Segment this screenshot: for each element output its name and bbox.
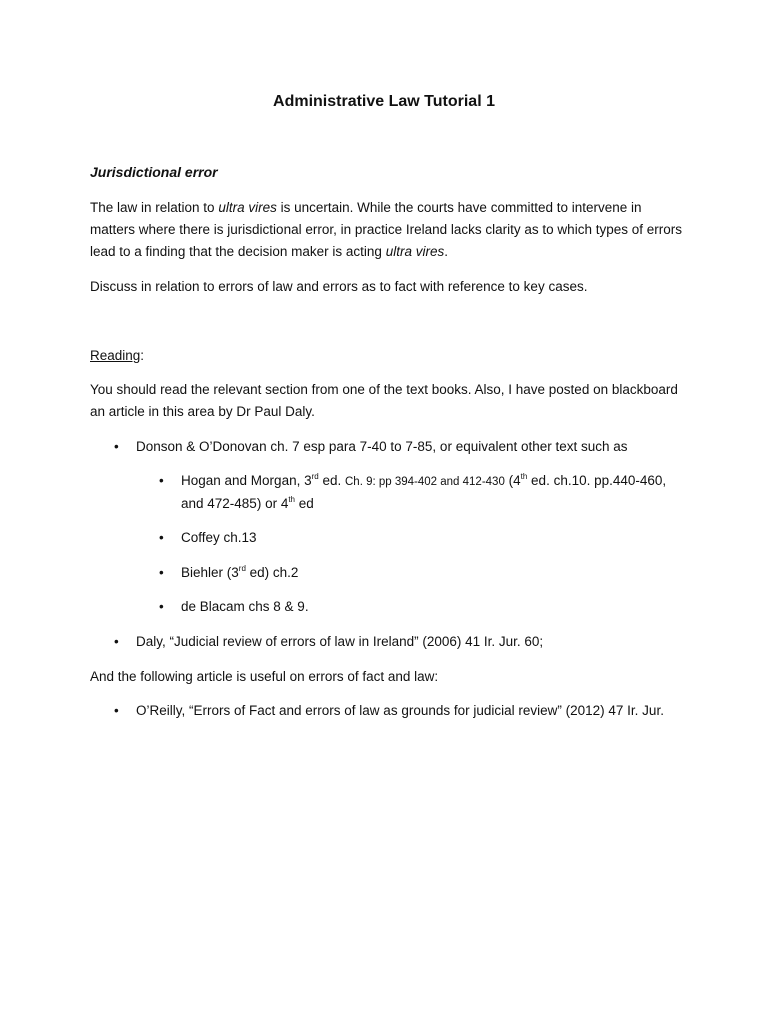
bullet-icon: • [159, 530, 164, 545]
list-item-oreilly [114, 700, 696, 722]
intro-text-1: The law in relation to [90, 200, 219, 215]
intro-paragraph [90, 197, 690, 263]
document-title: Administrative Law Tutorial 1 [273, 93, 495, 110]
hogan-sup-1: rd [311, 472, 319, 481]
hogan-text-a: Hogan and Morgan, 3 [181, 473, 312, 488]
intro-emphasis-1: ultra vires [218, 200, 277, 215]
list-item-coffey [159, 527, 671, 549]
bullet-icon: • [159, 565, 164, 580]
biehler-sup: rd [238, 564, 246, 573]
hogan-text-b: ed. [318, 473, 345, 488]
hogan-text-c: Ch. 9: pp 394-402 and 412-430 [345, 476, 505, 488]
intro-text-2: is uncertain. While the courts have committed to intervene in matters where there is jurisdictional error, in practice Ireland lacks clarity as to which types of errors lead to a finding that the decision maker is acting [90, 200, 682, 259]
biehler-text-a: Biehler (3 [181, 565, 239, 580]
bullet-icon: • [114, 439, 119, 454]
list-item-text: Coffey ch.13 [181, 530, 257, 545]
bullet-icon: • [159, 473, 164, 488]
list-item-text: de Blacam chs 8 & 9. [181, 599, 309, 614]
list-item-text: Donson & O’Donovan ch. 7 esp para 7-40 to 7-85, or equivalent other text such as [136, 439, 628, 454]
hogan-text-e: ed. ch.10. pp.440-460, and 472-485) or 4 [181, 473, 667, 511]
list-item-biehler [159, 562, 671, 584]
list-item-de-blacam [159, 596, 671, 618]
reading-heading [90, 345, 690, 367]
discuss-paragraph: Discuss in relation to errors of law and errors as to fact with reference to key cases. [90, 279, 588, 294]
biehler-text-b: ed) ch.2 [245, 565, 299, 580]
list-item-donson [114, 436, 696, 458]
hogan-text-d: (4 [504, 473, 521, 488]
reading-colon: : [140, 348, 145, 363]
intro-text-3: . [444, 244, 448, 259]
hogan-sup-2: th [520, 472, 528, 481]
intro-emphasis-2: ultra vires [385, 244, 445, 259]
bullet-icon: • [159, 599, 164, 614]
list-item-hogan [159, 470, 671, 515]
hogan-text-f: ed [295, 496, 314, 511]
following-paragraph: And the following article is useful on errors of fact and law: [90, 669, 439, 684]
list-item-text: Daly, “Judicial review of errors of law in Ireland” (2006) 41 Ir. Jur. 60; [136, 634, 544, 649]
reading-label: Reading [90, 348, 141, 363]
section-heading: Jurisdictional error [90, 164, 218, 180]
reading-paragraph: You should read the relevant section from one of the text books. Also, I have posted on blackboard an article in this area by Dr Paul Daly. [90, 382, 678, 419]
hogan-sup-3: th [288, 495, 295, 504]
bullet-icon: • [114, 634, 119, 649]
list-item-text: O’Reilly, “Errors of Fact and errors of law as grounds for judicial review” (2012) 47 Ir. Jur. [136, 703, 664, 718]
list-item-daly [114, 631, 696, 653]
bullet-icon: • [114, 703, 119, 718]
